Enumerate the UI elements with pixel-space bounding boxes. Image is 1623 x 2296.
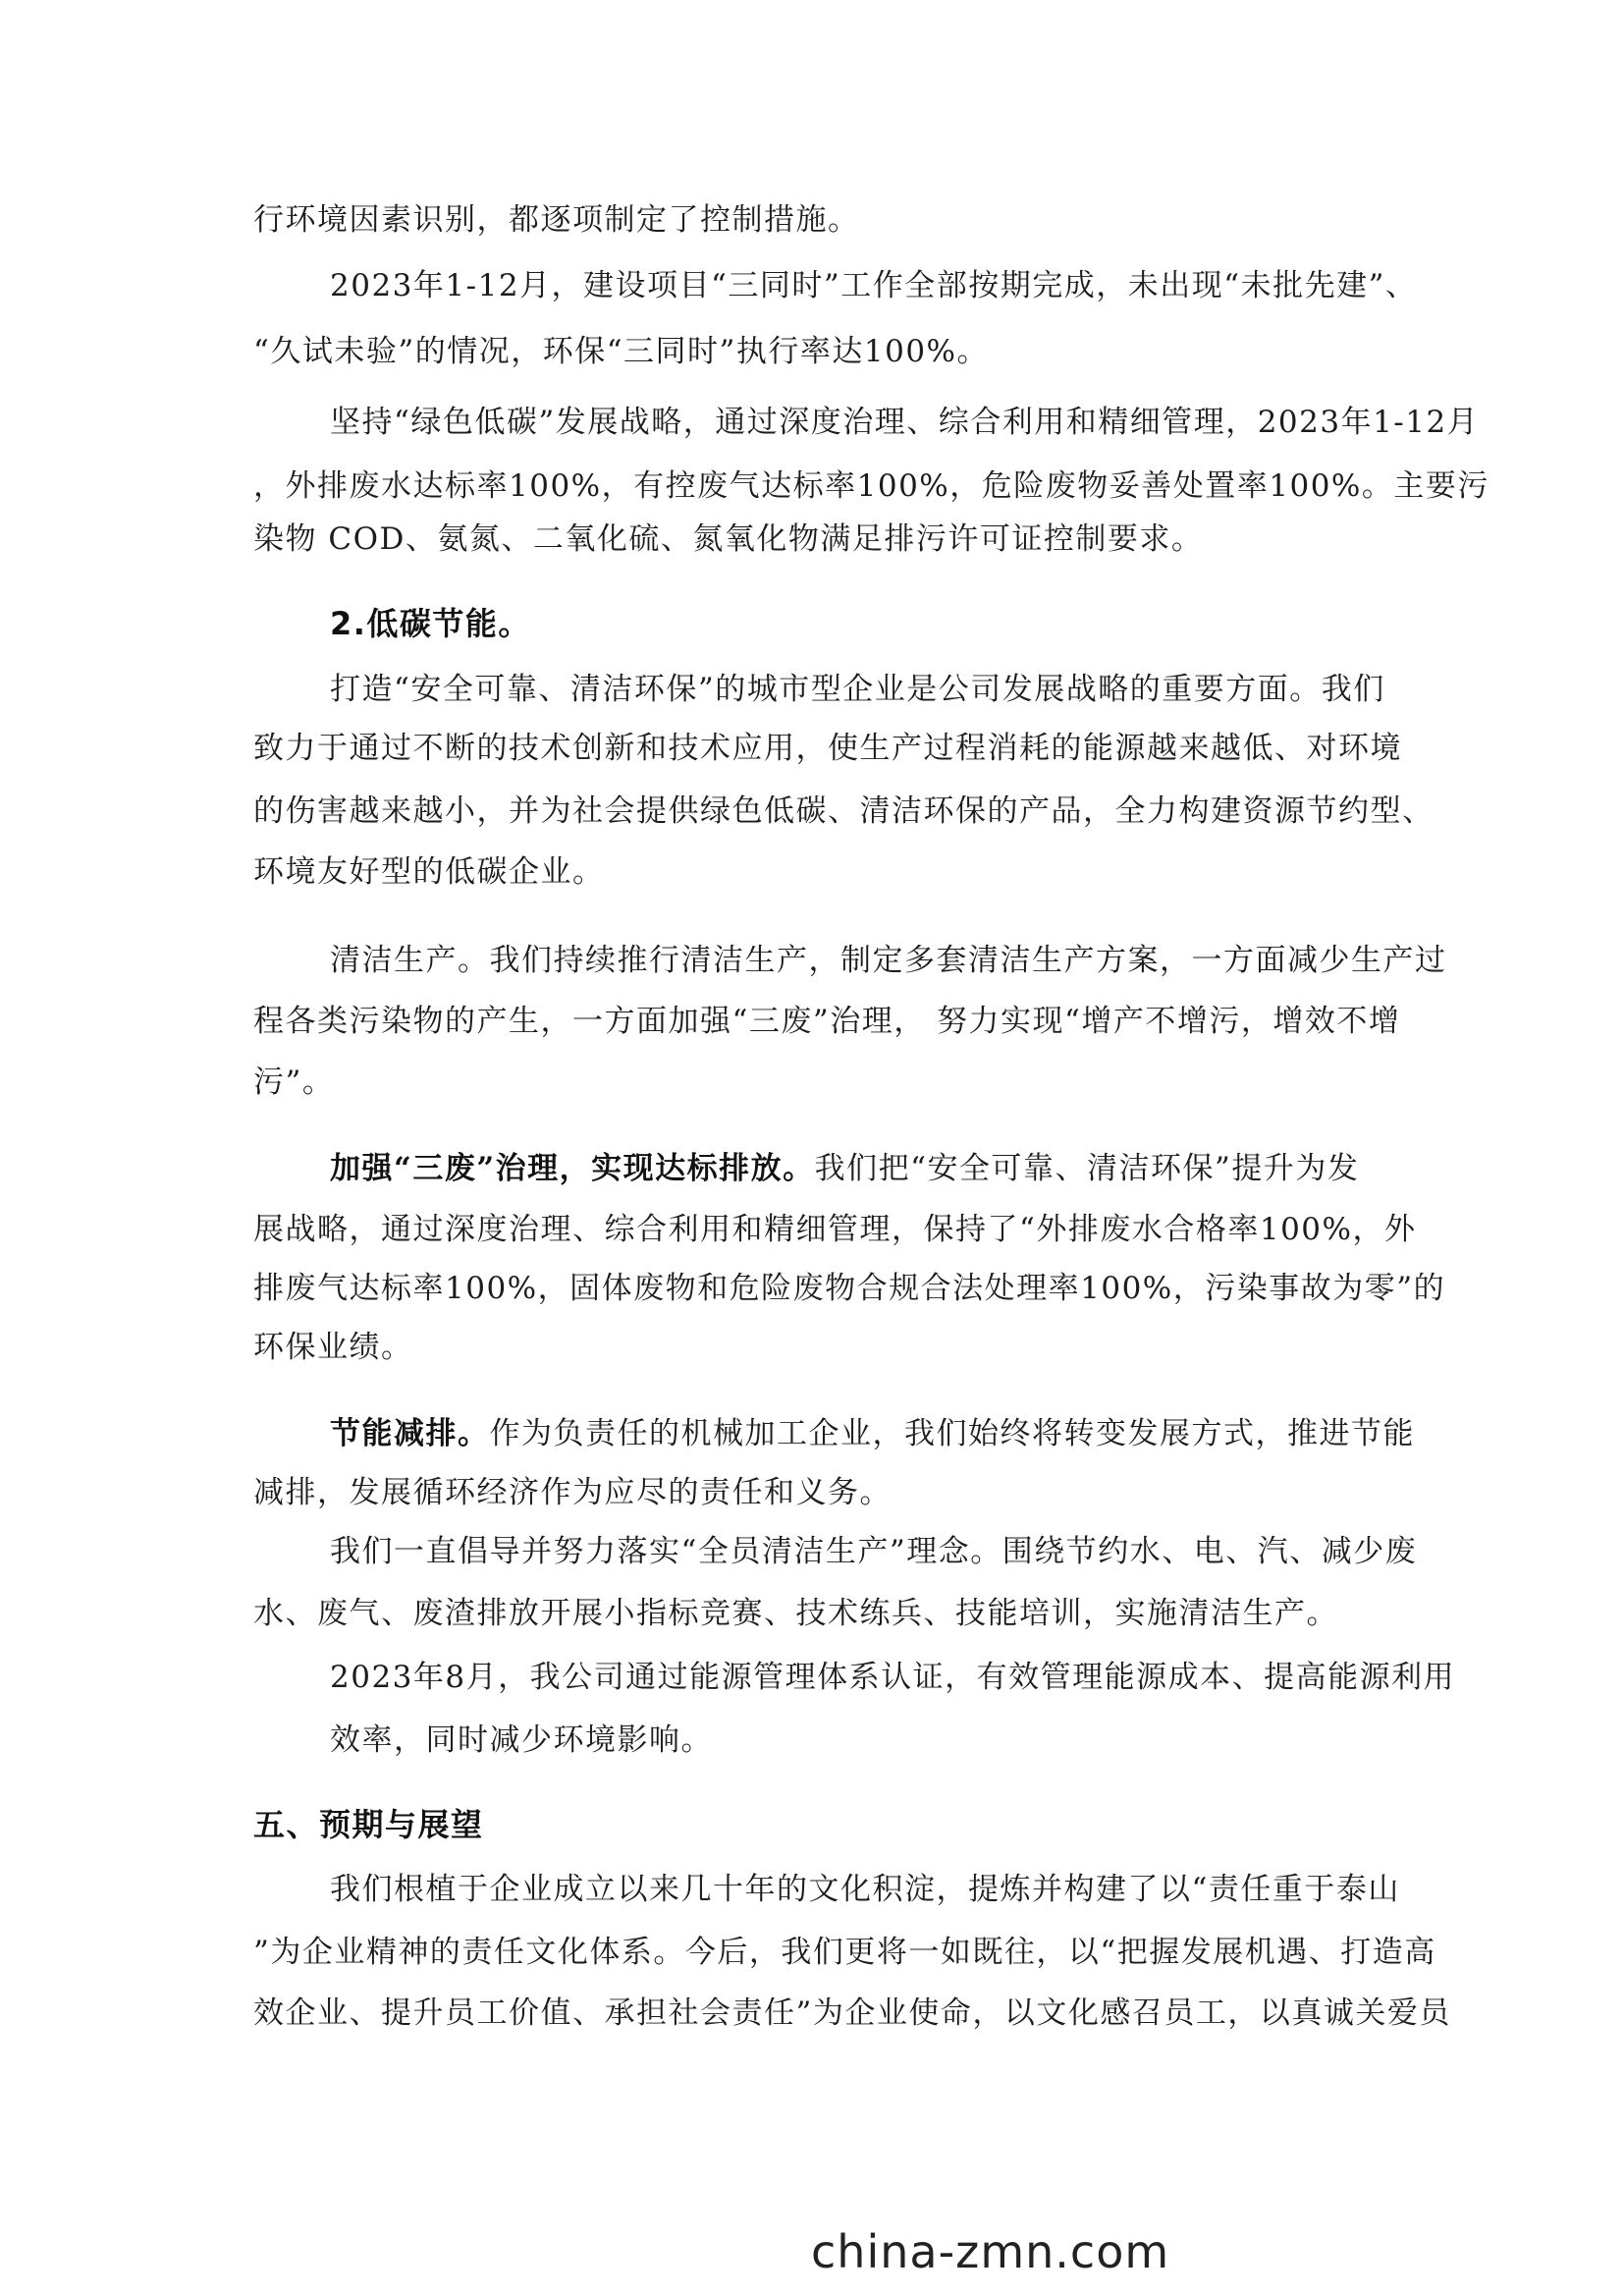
section-heading-lowcarbon: 2.低碳节能。 [330,605,531,642]
paragraph-line: 减排，发展循环经济作为应尽的责任和义务。 [253,1475,892,1510]
paragraph-lead: 加强“三废”治理，实现达标排放。 [330,1151,815,1186]
paragraph-line: 2023年1-12月，建设项目“三同时”工作全部按期完成，未出现“未批先建”、 [330,268,1418,303]
paragraph-line: 污”。 [253,1065,335,1100]
paragraph-line: 我们根植于企业成立以来几十年的文化积淀，提炼并构建了以“责任重于泰山 [330,1872,1400,1907]
paragraph-text: 我们把“安全可靠、清洁环保”提升为发 [814,1151,1360,1186]
paragraph-line: 致力于通过不断的技术创新和技术应用，使生产过程消耗的能源越来越低、对环境 [253,731,1402,766]
paragraph-line: “久试未验”的情况，环保“三同时”执行率达100%。 [253,334,990,369]
paragraph-line: ，外排废水达标率100%，有控废气达标率100%，危险废物妥善处置率100%。主要污 [253,468,1489,504]
paragraph-line: 的伤害越来越小，并为社会提供绿色低碳、清洁环保的产品，全力构建资源节约型、 [253,793,1434,829]
paragraph-line: 展战略，通过深度治理、综合利用和精细管理，保持了“外排废水合格率100%，外 [253,1212,1417,1247]
paragraph-line: 行环境因素识别，都逐项制定了控制措施。 [253,202,860,238]
watermark-text: china-zmn.com [811,2225,1170,2278]
paragraph-line: 染物 COD、氨氮、二氧化硫、氮氧化物满足排污许可证控制要求。 [253,521,1204,557]
paragraph-line [330,1149,1359,1188]
paragraph-line: 打造“安全可靠、清洁环保”的城市型企业是公司发展战略的重要方面。我们 [330,672,1385,707]
paragraph-line: ”为企业精神的责任文化体系。今后，我们更将一如既往，以“把握发展机遇、打造高 [253,1935,1436,1970]
paragraph-line: 排废气达标率100%，固体废物和危险废物合规合法处理率100%，污染事故为零”的 [253,1271,1446,1306]
paragraph-line: 2023年8月，我公司通过能源管理体系认证，有效管理能源成本、提高能源利用 [330,1660,1456,1695]
paragraph-line: 清洁生产。我们持续推行清洁生产，制定多套清洁生产方案，一方面减少生产过 [330,943,1447,978]
paragraph-line [330,1414,1415,1453]
paragraph-line: 效企业、提升员工价值、承担社会责任”为企业使命，以文化感召员工，以真诚关爱员 [253,1995,1451,2031]
paragraph-line: 程各类污染物的产生，一方面加强“三废”治理， 努力实现“增产不增污，增效不增 [253,1004,1401,1039]
paragraph-line: 我们一直倡导并努力落实“全员清洁生产”理念。围绕节约水、电、汽、减少废 [330,1534,1418,1569]
paragraph-text: 作为负责任的机械加工企业，我们始终将转变发展方式，推进节能 [489,1416,1415,1451]
paragraph-lead: 节能减排。 [330,1416,490,1451]
paragraph-line: 环保业绩。 [253,1330,413,1365]
paragraph-line: 环境友好型的低碳企业。 [253,854,605,890]
paragraph-line: 坚持“绿色低碳”发展战略，通过深度治理、综合利用和精细管理，2023年1-12月 [330,405,1480,440]
paragraph-line: 效率，同时减少环境影响。 [330,1722,713,1758]
paragraph-line: 水、废气、废渣排放开展小指标竞赛、技术练兵、技能培训，实施清洁生产。 [253,1596,1338,1631]
section-heading-outlook: 五、预期与展望 [253,1806,484,1843]
